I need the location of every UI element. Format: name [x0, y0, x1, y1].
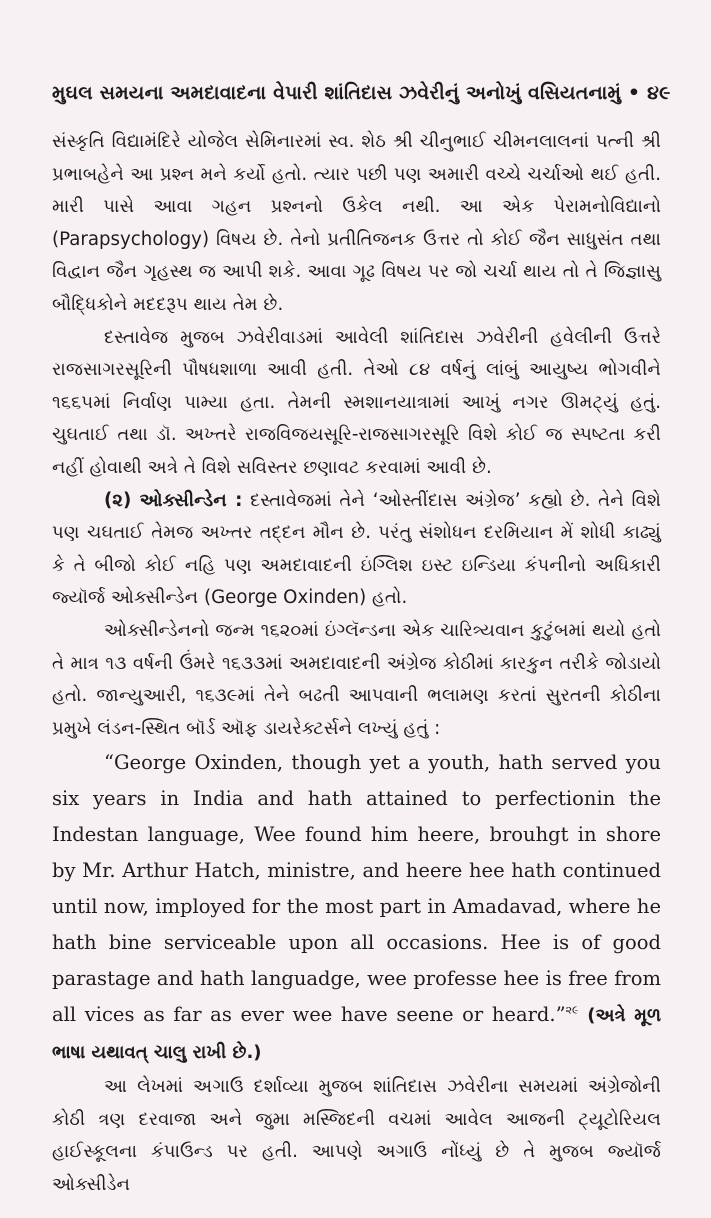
quote-tail: (અત્રે મૂળ ભાષા યથાવત્ ચાલુ રાખી છે.)	[52, 1005, 662, 1064]
quote-body: “George Oxinden, though yet a youth, hath served you six years in India and hath attained to perfectionin the Indestan language, Wee found him heere, brouhgt in shore by Mr. Arthur Hatch, ministre, and heere hee hath continued until now, imployed for the most part in Amadavad, where he hath bine serviceable upon all occasions. Hee is of good parastage and hath languadge, wee professe hee is free from all vices as far as ever wee have seene or heard.”	[52, 751, 661, 1027]
paragraph-4: ઓક્સીન્ડેનનો જન્મ ૧૬૨૦માં ઇંગ્લૅન્ડના એક ચારિત્ર્યવાન કુટુંબમાં થયો હતો તે માત્ર ૧૩ વર્ષની ઉંમરે ૧૬૩૩માં અમદાવાદની અંગ્રેજ કોઠીમાં કારકુન તરીકે જોડાયો હતો. જાન્યુઆરી, ૧૬૩૯માં તેને બઢતી આપવાની ભલામણ કરતાં સુરતની કોઠીના પ્રમુખે લંડન-સ્થિત બૉર્ડ ઑફ ડાયરેક્ટર્સને લખ્યું હતું :	[52, 619, 661, 739]
paragraph-1: સંસ્કૃતિ વિદ્યામંદિરે યોજેલ સેમિનારમાં સ્વ. શેઠ શ્રી ચીનુભાઈ ચીમનલાલનાં પત્ની શ્રી પ્રભાબહેને આ પ્રશ્ન મને કર્યો હતો. ત્યાર પછી પણ અમારી વચ્ચે ચર્ચાઓ થઈ હતી. મારી પાસે આવા ગહન પ્રશ્નનો ઉકેલ નથી. આ એક પેરામનોવિદ્યાનો (Parapsychology) વિષય છે. તેનો પ્રતીતિજનક ઉત્તર તો કોઈ જૈન સાધુસંત તથા વિદ્વાન જૈન ગૃહસ્થ જ આપી શકે. આવા ગૂઢ વિષય પર જો ચર્ચા થાય તો તે જિજ્ઞાસુ બૌદ્ધિકોને મદદરૂપ થાય તેમ છે.	[52, 131, 661, 315]
paragraph-3-text: દસ્તાવેજમાં તેને ‘ઓસ્તીંદાસ અંગ્રેજ’ કહ્યો છે. તેને વિશે પણ ચઘતાઈ તેમજ અખ્તર તદ્દન મૌન છે. પરંતુ સંશોધન દરમિયાન મેં શોધી કાઢ્યું કે તે બીજો કોઈ નહિ પણ અમદાવાદની ઇંગ્લિશ ઇસ્ટ ઇન્ડિયા કંપનીનો અધિકારી જ્યૉર્જ ઓક્સીન્ડેન (George Oxinden) હતો.	[52, 489, 661, 609]
running-head: મુઘલ સમયના અમદાવાદના વેપારી શાંતિદાસ ઝવેરીનું અનોખું વસિયતનામું • ૪૯	[52, 82, 671, 104]
paragraph-5: આ લેખમાં અગાઉ દર્શાવ્યા મુજબ શાંતિદાસ ઝવેરીના સમયમાં અંગ્રેજોની કોઠી ત્રણ દરવાજા અને જુમા મસ્જિદની વચમાં આવેલ આજની ટ્યૂટોરિયલ હાઈસ્કૂલના કંપાઉન્ડ પર હતી. આપણે અગાઉ નોંધ્યું છે તે મુજબ જ્યૉર્જ ઓક્સીડેન	[52, 1076, 661, 1196]
english-quote	[52, 745, 661, 1071]
paragraph-2: દસ્તાવેજ મુજબ ઝવેરીવાડમાં આવેલી શાંતિદાસ ઝવેરીની હવેલીની ઉત્તરે રાજસાગરસૂરિની પૌષધશાળા આવી હતી. તેઓ ૮૪ વર્ષનું લાંબું આયુષ્ય ભોગવીને ૧૬૬૫માં નિર્વાણ પામ્યા હતા. તેમની સ્મશાનયાત્રામાં આખું નગર ઊમટ્યું હતું. ચુઘતાઈ તથા ડૉ. અખ્તરે રાજવિજયસૂરિ-રાજસાગરસૂરિ વિશે કોઈ જ સ્પષ્ટતા કરી નહીં હોવાથી અત્રે તે વિશે સવિસ્તર છણાવટ કરવામાં આવી છે.	[52, 326, 661, 478]
footnote-mark: ૨૯	[565, 1003, 579, 1017]
paragraph-3	[52, 485, 661, 615]
quote-text	[52, 745, 661, 1071]
section-heading-oxinden: (૨) ઓક્સીન્ડેન :	[104, 489, 243, 511]
